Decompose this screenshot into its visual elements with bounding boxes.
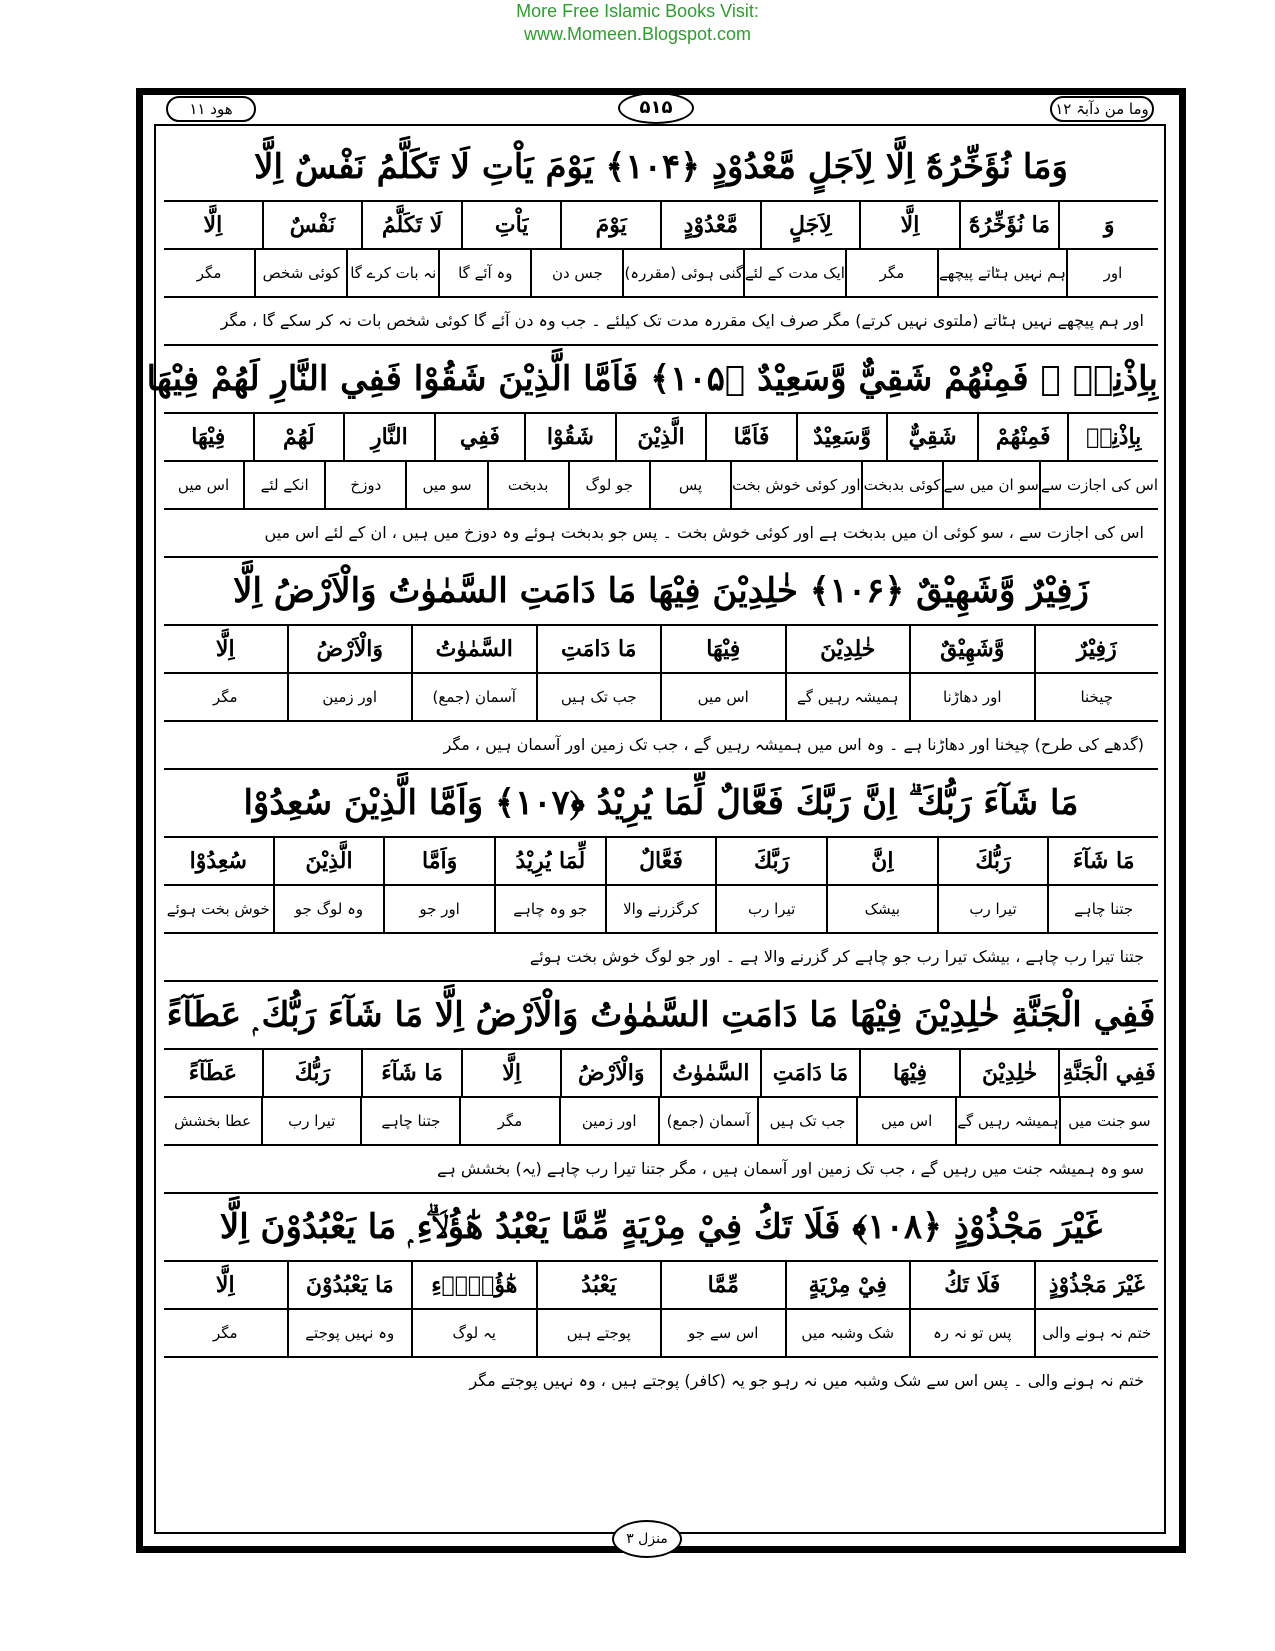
translation-line: ختم نہ ہونے والی ۔ پس اس سے شک وشبہ میں نہ رہو جو یہ (کافر) پوجتے ہیں ، وہ نہیں پوجتے مگر	[469, 1371, 1144, 1390]
meaning-cell: آسمان (جمع)	[411, 674, 536, 720]
ayah-text: مَا شَآءَ رَبُّكَ ۗ اِنَّ رَبَّكَ فَعَّالٌ لِّمَا يُرِيْدُ ﴿۱۰۷﴾ وَاَمَّا الَّذِيْنَ سُعِدُوْا	[164, 770, 1158, 838]
meaning-cell: اس میں	[660, 674, 785, 720]
word-cell: السَّمٰوٰتُ	[660, 1050, 760, 1096]
word-cell: وَّشَهِيْقٌ	[909, 626, 1034, 672]
ayah-text: وَمَا نُؤَخِّرُهٗٓ اِلَّا لِاَجَلٍ مَّعْدُوْدٍ ﴿۱۰۴﴾ يَوْمَ يَاْتِ لَا تَكَلَّمُ نَفْسٌ اِلَّا	[164, 134, 1158, 202]
meaning-cell: پس	[649, 462, 730, 508]
ayah-text: فَفِي الْجَنَّةِ خٰلِدِيْنَ فِيْهَا مَا دَامَتِ السَّمٰوٰتُ وَالْاَرْضُ اِلَّا مَا شَآءَ رَبُّكَ ۭ عَطَآءً	[164, 982, 1158, 1050]
meaning-row	[164, 1310, 1158, 1358]
meaning-cell: سو میں	[405, 462, 486, 508]
meaning-cell: تیرا رب	[261, 1098, 360, 1144]
promo-banner-link[interactable]: www.Momeen.Blogspot.com	[523, 24, 752, 44]
word-cell: شَقُوْا	[524, 414, 615, 460]
word-cell: مَا دَامَتِ	[536, 626, 661, 672]
meaning-cell: تیرا رب	[937, 886, 1048, 932]
word-cell: فَفِي	[434, 414, 525, 460]
meaning-cell: مگر	[459, 1098, 558, 1144]
word-row	[164, 414, 1158, 462]
word-cell: لِاَجَلٍ	[760, 202, 860, 248]
verse-section	[146, 346, 1158, 558]
word-cell: اِنَّ	[826, 838, 937, 884]
word-cell: سُعِدُوْا	[189, 848, 247, 874]
page-content	[146, 134, 1158, 1404]
promo-banner	[0, 0, 1275, 46]
word-cell: فِيْهَا	[660, 626, 785, 672]
word-cell: فِيْهَا	[191, 424, 226, 450]
translation-line: (گدھے کی طرح) چیخنا اور دھاڑنا ہے ۔ وہ اس میں ہمیشہ رہیں گے ، جب تک زمین اور آسمان ہیں ، مگر	[443, 735, 1144, 754]
verse-section	[164, 1194, 1158, 1404]
meaning-cell: وہ آئے گا	[438, 250, 530, 296]
word-cell: فِيْهَا	[859, 1050, 959, 1096]
translation-line: اور ہم پیچھے نہیں ہٹاتے (ملتوی نہیں کرتے) مگر صرف ایک مقررہ مدت تک کیلئے ۔ جب وہ دن آئے گا کوئی شخص بات نہ کر سکے گا ، مگر	[220, 311, 1144, 330]
meaning-cell: اور دھاڑنا	[909, 674, 1034, 720]
word-cell: مَا يَعْبُدُوْنَ	[287, 1262, 412, 1308]
word-cell: خٰلِدِيْنَ	[785, 626, 910, 672]
meaning-cell: تیرا رب	[715, 886, 826, 932]
meaning-cell: خوش بخت ہوئے	[166, 900, 270, 918]
word-cell: فَفِي الْجَنَّةِ	[1058, 1050, 1158, 1096]
manzil-label: منزل ۳	[612, 1520, 682, 1558]
word-row	[164, 838, 1158, 886]
ayah-text: بِاِذْنِهٖ ۚ فَمِنْهُمْ شَقِيٌّ وَّسَعِيْدٌ ﴿۱۰۵﴾ فَاَمَّا الَّذِيْنَ شَقُوْا فَفِي النَّارِ لَهُمْ فِيْهَا	[164, 346, 1158, 414]
word-cell: يَعْبُدُ	[536, 1262, 661, 1308]
meaning-cell: کرگزرنے والا	[605, 886, 716, 932]
word-cell: لَا تَكَلَّمُ	[361, 202, 461, 248]
meaning-cell: مگر	[845, 250, 937, 296]
meaning-cell: جو لوگ	[568, 462, 649, 508]
word-cell: وَ	[1058, 202, 1158, 248]
meaning-cell: جو وہ چاہے	[494, 886, 605, 932]
meaning-cell: سو جنت میں	[1059, 1098, 1158, 1144]
word-cell: مَا نُؤَخِّرُهٗٓ	[959, 202, 1059, 248]
meaning-cell: پس تو نہ رہ	[909, 1310, 1034, 1356]
ayah-text: غَيْرَ مَجْذُوْذٍ ﴿۱۰۸﴾ فَلَا تَكُ فِيْ مِرْيَةٍ مِّمَّا يَعْبُدُ هٰٓؤُلَاۗءِ ۭ مَا يَعْبُدُوْنَ اِلَّا	[164, 1194, 1158, 1262]
page-number: ۵۱۵	[618, 92, 694, 124]
word-row	[164, 1050, 1158, 1098]
word-cell: مَا شَآءَ	[1047, 838, 1158, 884]
meaning-cell: شک وشبہ میں	[785, 1310, 910, 1356]
meaning-cell: چیخنا	[1034, 674, 1159, 720]
word-cell: فِيْ مِرْيَةٍ	[785, 1262, 910, 1308]
word-cell: يَوْمَ	[560, 202, 660, 248]
word-cell: مَّعْدُوْدٍ	[660, 202, 760, 248]
word-cell: عَطَآءً	[188, 1060, 237, 1086]
meaning-cell: مگر	[212, 688, 238, 706]
verse-section	[164, 982, 1158, 1194]
word-cell: بِاِذْنِهٖ	[1067, 414, 1158, 460]
word-row	[164, 1262, 1158, 1310]
meaning-cell: آسمان (جمع)	[658, 1098, 757, 1144]
meaning-cell: اور زمین	[287, 674, 412, 720]
word-cell: مَا شَآءَ	[361, 1050, 461, 1096]
word-cell: لِّمَا يُرِيْدُ	[494, 838, 605, 884]
word-cell: اِلَّا	[203, 212, 223, 238]
verse-section	[164, 134, 1158, 346]
word-cell: مَا دَامَتِ	[760, 1050, 860, 1096]
word-cell: فَمِنْهُمْ	[977, 414, 1068, 460]
word-cell: فَاَمَّا	[705, 414, 796, 460]
meaning-row	[164, 250, 1158, 298]
meaning-cell: جب تک ہیں	[757, 1098, 856, 1144]
word-cell: يَاْتِ	[461, 202, 561, 248]
meaning-cell: کوئی شخص	[254, 250, 346, 296]
meaning-cell: اس میں	[177, 476, 230, 494]
word-cell: السَّمٰوٰتُ	[411, 626, 536, 672]
surah-label: ھود ۱۱	[166, 96, 256, 122]
meaning-cell: وہ نہیں پوجتے	[287, 1310, 412, 1356]
meaning-cell: بدبخت	[487, 462, 568, 508]
meaning-cell: اور جو	[383, 886, 494, 932]
meaning-cell: یہ لوگ	[411, 1310, 536, 1356]
word-cell: غَيْرَ مَجْذُوْذٍ	[1034, 1262, 1159, 1308]
meaning-cell: وہ لوگ جو	[273, 886, 384, 932]
translation-line: اس کی اجازت سے ، سو کوئی ان میں بدبخت ہے اور کوئی خوش بخت ۔ پس جو بدبخت ہوئے وہ دوزخ میں ہیں ، ان کے لئے اس میں	[264, 523, 1144, 542]
meaning-cell: جب تک ہیں	[536, 674, 661, 720]
meaning-row	[164, 1098, 1158, 1146]
meaning-cell: ختم نہ ہونے والی	[1034, 1310, 1159, 1356]
meaning-cell: اور کوئی خوش بخت	[730, 462, 860, 508]
word-cell: فَلَا تَكُ	[909, 1262, 1034, 1308]
meaning-cell: عطا بخشش	[174, 1112, 252, 1130]
promo-banner-line1: More Free Islamic Books Visit:	[516, 1, 759, 21]
word-cell: مِّمَّا	[660, 1262, 785, 1308]
verse-section	[164, 770, 1158, 982]
meaning-cell: کوئی بدبخت	[861, 462, 942, 508]
word-cell: رَبُّكَ	[262, 1050, 362, 1096]
meaning-cell: ہمیشہ رہیں گے	[955, 1098, 1059, 1144]
meaning-cell: اور زمین	[559, 1098, 658, 1144]
meaning-cell: گنی ہوئی (مقررہ)	[622, 250, 743, 296]
meaning-cell: سو ان میں سے	[942, 462, 1039, 508]
word-cell: اِلَّا	[859, 202, 959, 248]
translation-line: جتنا تیرا رب چاہے ، بیشک تیرا رب جو چاہے کر گزرنے والا ہے ۔ اور جو لوگ خوش بخت ہوئے	[529, 947, 1144, 966]
meaning-cell: ایک مدت کے لئے	[743, 250, 845, 296]
word-row	[164, 626, 1158, 674]
meaning-cell: پوجتے ہیں	[536, 1310, 661, 1356]
verse-section	[164, 558, 1158, 770]
meaning-cell: اس سے جو	[660, 1310, 785, 1356]
meaning-cell: ہمیشہ رہیں گے	[785, 674, 910, 720]
meaning-cell: اس کی اجازت سے	[1039, 462, 1158, 508]
ayah-text: زَفِيْرٌ وَّشَهِيْقٌ ﴿۱۰۶﴾ خٰلِدِيْنَ فِيْهَا مَا دَامَتِ السَّمٰوٰتُ وَالْاَرْضُ اِلَّا	[164, 558, 1158, 626]
word-cell: هٰٓؤُلَاۗءِ	[411, 1262, 536, 1308]
meaning-cell: مگر	[212, 1324, 238, 1342]
word-cell: شَقِيٌّ	[886, 414, 977, 460]
word-cell: لَهُمْ	[253, 414, 344, 460]
meaning-cell: اور	[1066, 250, 1158, 296]
meaning-cell: دوزخ	[324, 462, 405, 508]
meaning-cell: بیشک	[826, 886, 937, 932]
word-cell: وَالْاَرْضُ	[560, 1050, 660, 1096]
word-cell: رَبُّكَ	[937, 838, 1048, 884]
meaning-cell: ہم نہیں ہٹاتے پیچھے	[937, 250, 1066, 296]
meaning-cell: جتنا چاہے	[1047, 886, 1158, 932]
word-cell: اِلَّا	[215, 1272, 235, 1298]
word-cell: وَّسَعِيْدٌ	[796, 414, 887, 460]
meaning-cell: اس میں	[856, 1098, 955, 1144]
word-cell: النَّارِ	[343, 414, 434, 460]
word-cell: رَبَّكَ	[715, 838, 826, 884]
word-cell: فَعَّالٌ	[605, 838, 716, 884]
word-cell: اِلَّا	[461, 1050, 561, 1096]
word-cell: خٰلِدِيْنَ	[959, 1050, 1059, 1096]
word-cell: اِلَّا	[215, 636, 235, 662]
meaning-row	[164, 674, 1158, 722]
word-cell: نَفْسٌ	[262, 202, 362, 248]
meaning-cell: جتنا چاہے	[360, 1098, 459, 1144]
word-cell: زَفِيْرٌ	[1034, 626, 1159, 672]
translation-line: سو وہ ہمیشہ جنت میں رہیں گے ، جب تک زمین اور آسمان ہیں ، مگر جتنا تیرا رب چاہے (یہ) بخشش ہے	[437, 1159, 1144, 1178]
word-row	[164, 202, 1158, 250]
meaning-cell: انکے لئے	[243, 462, 324, 508]
meaning-row	[164, 886, 1158, 934]
word-cell: الَّذِيْنَ	[273, 838, 384, 884]
word-cell: الَّذِيْنَ	[615, 414, 706, 460]
meaning-cell: جس دن	[530, 250, 622, 296]
meaning-row	[164, 462, 1158, 510]
para-label: وما من دآبۃ ۱۲	[1050, 96, 1154, 122]
word-cell: وَالْاَرْضُ	[287, 626, 412, 672]
meaning-cell: مگر	[196, 264, 222, 282]
meaning-cell: نہ بات کرے گا	[346, 250, 438, 296]
word-cell: وَاَمَّا	[383, 838, 494, 884]
